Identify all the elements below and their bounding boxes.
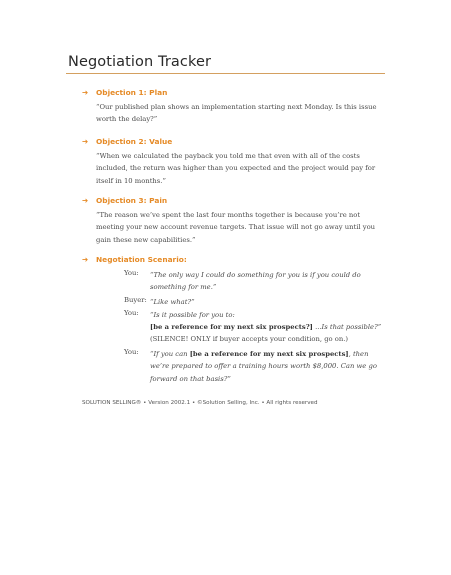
dialogue-text: “If you can xyxy=(150,350,190,358)
arrow-icon: ➔ xyxy=(82,88,89,97)
arrow-icon: ➔ xyxy=(82,255,89,264)
objection-text: “The reason we’ve spent the last four months together is because you’re not meeting your new account revenue targets. That issue will not go away until you gain these new capabilities.” xyxy=(96,211,376,244)
dialogue-line xyxy=(150,296,386,308)
objection-2 xyxy=(82,136,382,187)
speaker-label: Buyer: xyxy=(124,296,147,304)
dialogue-text: “Like what?” xyxy=(150,298,195,306)
condition-text: [be a reference for my next six prospects] xyxy=(189,350,349,358)
scenario-section xyxy=(82,254,382,265)
footer-copyright: SOLUTION SELLING® • Version 2002.1 • ©Solution Selling, Inc. • All rights reserved xyxy=(82,400,318,406)
objection-text: “Our published plan shows an implementation starting next Monday. Is this issue worth the delay?” xyxy=(96,103,377,124)
scenario-heading: Negotiation Scenario: xyxy=(96,255,187,264)
objection-1 xyxy=(82,87,382,126)
dialogue-text: , then we’re prepared to offer a training hours worth $8,000. Can we go forward on that basis?” xyxy=(150,350,377,383)
dialogue-line xyxy=(150,348,386,385)
objection-3 xyxy=(82,195,382,246)
objection-heading: Objection 2: Value xyxy=(96,137,173,146)
dialogue-text: “The only way I could do something for you is if you could do something for me.” xyxy=(150,271,361,292)
title-divider xyxy=(66,73,385,74)
dialogue-line xyxy=(150,333,386,345)
speaker-label: You: xyxy=(124,348,139,356)
objection-heading: Objection 3: Pain xyxy=(96,196,168,205)
page-title: Negotiation Tracker xyxy=(68,54,212,70)
dialogue-text: ...Is that possible?” xyxy=(312,323,382,332)
objection-heading: Objection 1: Plan xyxy=(96,88,168,97)
arrow-icon: ➔ xyxy=(82,196,89,205)
speaker-label: You: xyxy=(124,309,139,317)
dialogue-line xyxy=(150,269,386,294)
arrow-icon: ➔ xyxy=(82,137,89,146)
dialogue-text: “Is it possible for you to: xyxy=(150,311,235,319)
dialogue-text: (SILENCE! ONLY if buyer accepts your condition, go on.) xyxy=(150,335,349,343)
dialogue-line xyxy=(150,309,386,334)
speaker-label: You: xyxy=(124,269,139,277)
objection-text: “When we calculated the payback you told me that even with all of the costs included, the return was higher than you expected and the project would pay for itself in 10 months.” xyxy=(96,152,376,185)
condition-text: [be a reference for my next six prospects?] xyxy=(150,323,313,332)
